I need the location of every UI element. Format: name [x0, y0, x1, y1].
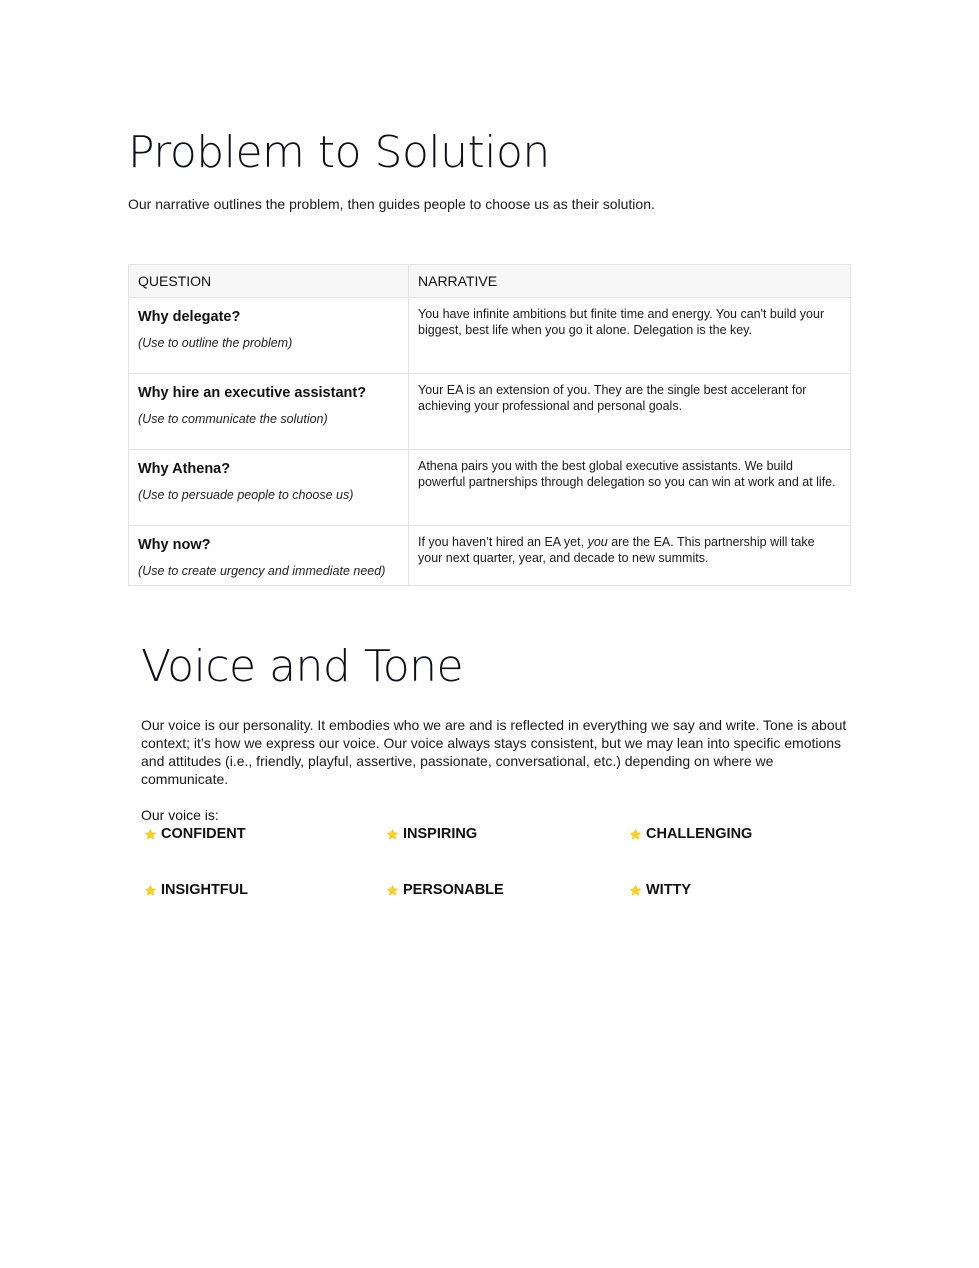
section-title: Voice and Tone — [141, 641, 464, 692]
narrative-cell — [409, 374, 851, 450]
narrative-text: You have infinite ambitions but finite time and energy. You can't build your biggest, best life when you go it alone. Delegation is the key. — [418, 307, 825, 337]
star-icon — [628, 883, 643, 898]
trait-label: CHALLENGING — [646, 826, 753, 842]
narrative-text — [418, 534, 841, 566]
question-cell — [129, 450, 409, 526]
trait-item — [628, 880, 691, 900]
question-cell — [129, 298, 409, 374]
voice-section — [141, 640, 853, 824]
trait-item — [385, 824, 477, 844]
question-cell — [129, 374, 409, 450]
trait-label: INSPIRING — [403, 826, 478, 842]
trait-item — [385, 880, 504, 900]
question-cell — [129, 526, 409, 586]
voice-paragraph: Our voice is our personality. It embodies who we are and is reflected in everything we say and write. Tone is about context; it’s how we express our voice. Our voice always stays consistent, but we may lean into specific emotions and attitudes (i.e., friendly, playful, assertive, passionate, conversational, etc.) depending on where we communicate. — [141, 717, 847, 787]
star-icon — [385, 883, 400, 898]
question-text: Why delegate? — [138, 309, 241, 325]
star-icon — [628, 827, 643, 842]
question-text: Why now? — [138, 537, 211, 553]
table-row — [129, 450, 851, 526]
narrative-text-emphasis: you — [587, 535, 608, 549]
voice-is-label: Our voice is: — [141, 807, 219, 823]
narrative-text-after: are the EA. This partnership will take your next quarter, year, and decade to new summits. — [418, 535, 815, 565]
star-icon — [385, 827, 400, 842]
intro-text: Our narrative outlines the problem, then guides people to choose us as their solution. — [128, 196, 655, 212]
trait-label: INSIGHTFUL — [161, 882, 248, 898]
trait-item — [143, 824, 246, 844]
question-note: (Use to create urgency and immediate need) — [138, 564, 386, 578]
problem-section — [128, 126, 850, 214]
voice-traits — [143, 824, 863, 914]
narrative-text: Athena pairs you with the best global executive assistants. We build powerful partnerships through delegation so you can win at work and at life. — [418, 459, 836, 489]
star-icon — [143, 827, 158, 842]
page-title: Problem to Solution — [128, 127, 550, 178]
column-header-narrative: NARRATIVE — [409, 265, 851, 298]
narrative-text-before: If you haven’t hired an EA yet, — [418, 535, 588, 549]
table-row — [129, 526, 851, 586]
trait-label: PERSONABLE — [403, 882, 504, 898]
question-note: (Use to communicate the solution) — [138, 412, 328, 426]
narrative-text: Your EA is an extension of you. They are the single best accelerant for achieving your professional and personal goals. — [418, 383, 807, 413]
trait-label: CONFIDENT — [161, 826, 246, 842]
star-icon — [143, 883, 158, 898]
narrative-table — [128, 264, 851, 586]
column-header-question: QUESTION — [129, 265, 409, 298]
narrative-cell — [409, 450, 851, 526]
table-row — [129, 298, 851, 374]
trait-item — [143, 880, 248, 900]
narrative-cell — [409, 526, 851, 586]
narrative-cell — [409, 298, 851, 374]
question-note: (Use to persuade people to choose us) — [138, 488, 354, 502]
trait-label: WITTY — [646, 882, 692, 898]
trait-item — [628, 824, 752, 844]
question-text: Why hire an executive assistant? — [138, 385, 367, 401]
question-note: (Use to outline the problem) — [138, 336, 293, 350]
table-row — [129, 374, 851, 450]
question-text: Why Athena? — [138, 461, 231, 477]
